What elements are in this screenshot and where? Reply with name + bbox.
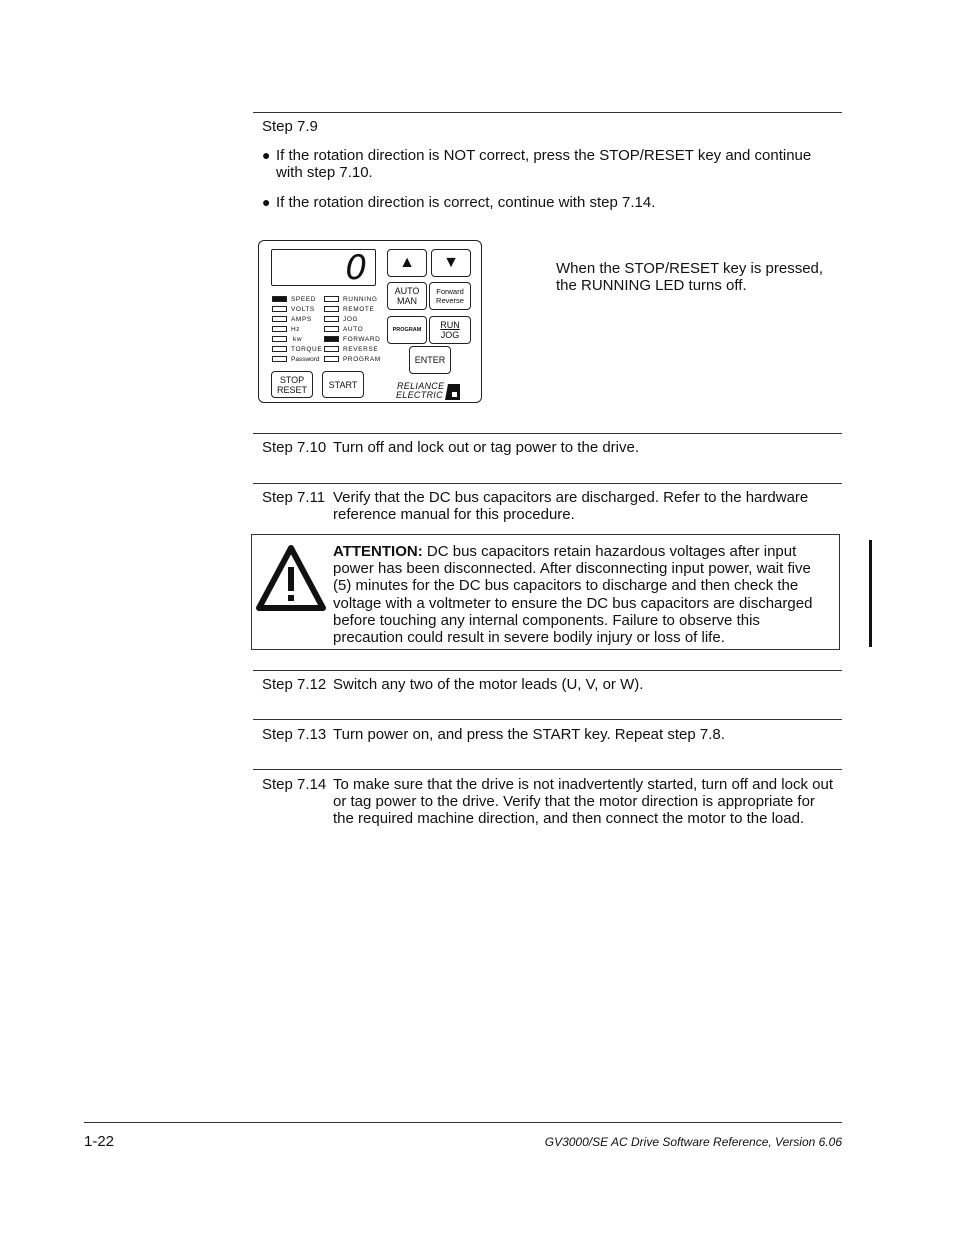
led-indicator <box>324 326 339 332</box>
rule <box>253 670 842 671</box>
brand-text <box>397 382 444 400</box>
up-arrow-icon: ▲ <box>399 254 415 271</box>
page-number: 1-22 <box>84 1133 115 1150</box>
keypad-display <box>271 249 376 286</box>
step-text: Switch any two of the motor leads (U, V, or W). <box>333 676 644 693</box>
step-label: Step 7.14 <box>262 776 327 793</box>
led-label: FORWARD <box>343 336 381 343</box>
keypad-illustration <box>258 240 482 403</box>
led-label: AUTO <box>343 326 364 333</box>
led-label: kw <box>293 336 303 343</box>
jog-label: JOG <box>440 330 460 340</box>
display-digit: 0 <box>345 248 367 288</box>
led-label: PROGRAM <box>343 356 381 363</box>
reset-label: RESET <box>276 384 307 395</box>
led-label: Password <box>291 356 320 363</box>
brand-line-2: ELECTRIC <box>396 390 443 400</box>
rule <box>253 769 842 770</box>
step-text: Verify that the DC bus capacitors are discharged. Refer to the hardware reference manual for this procedure. <box>333 489 809 523</box>
auto-label: AUTO <box>394 286 420 296</box>
rule <box>253 433 842 434</box>
led-indicator <box>272 316 287 322</box>
change-bar <box>869 540 872 647</box>
enter-key <box>409 346 451 374</box>
step-text: To make sure that the drive is not inadvertently started, turn off and lock out or tag power to the drive. Verify that the motor direction is appropriate for the required machine direction, and then connect the motor to the load. <box>333 776 833 827</box>
led-label: REMOTE <box>343 306 375 313</box>
reliance-logo-icon <box>445 384 460 400</box>
led-label: TORQUE <box>291 346 323 353</box>
led-indicator <box>272 296 287 302</box>
enter-label: ENTER <box>414 355 446 365</box>
bullet-text: If the rotation direction is correct, continue with step 7.14. <box>276 194 656 211</box>
step-text: Turn power on, and press the START key. Repeat step 7.8. <box>333 726 725 743</box>
attention-text <box>333 543 833 646</box>
step-label: Step 7.11 <box>262 489 326 506</box>
program-key <box>387 316 427 344</box>
program-label: PROGRAM <box>392 327 422 333</box>
led-indicator <box>324 336 339 342</box>
footer-rule <box>84 1122 842 1123</box>
led-indicator <box>324 296 339 302</box>
led-label: SPEED <box>291 296 317 303</box>
bullet-dot-icon: ● <box>262 194 271 210</box>
attention-body: DC bus capacitors retain hazardous voltages after input power has been disconnected. After disconnecting input power, wait five (5) minutes for the DC bus capacitors to discharge and then check the voltage with a voltmeter to ensure the DC bus capacitors are discharged before touching any internal components. Failure to observe this precaution could result in severe bodily injury or loss of life. <box>333 543 813 647</box>
footer-title: GV3000/SE AC Drive Software Reference, Version 6.06 <box>544 1135 842 1149</box>
led-indicator <box>272 306 287 312</box>
rule <box>253 719 842 720</box>
led-indicator <box>324 306 339 312</box>
led-indicator <box>324 356 339 362</box>
stop-label: STOP <box>279 374 305 385</box>
start-label: START <box>328 379 358 390</box>
rule-top <box>253 112 842 113</box>
led-indicator <box>272 336 287 342</box>
led-label: Hz <box>291 326 301 333</box>
auto-man-key <box>387 282 427 310</box>
stop-reset-key <box>271 371 313 398</box>
led-label: RUNNING <box>343 296 378 303</box>
led-label: VOLTS <box>291 306 315 313</box>
led-indicator <box>272 356 287 362</box>
forward-reverse-key <box>429 282 471 310</box>
step-label: Step 7.10 <box>262 439 327 456</box>
led-indicator <box>324 316 339 322</box>
down-arrow-key <box>431 249 471 277</box>
led-indicator <box>272 326 287 332</box>
attention-heading: ATTENTION: <box>333 543 423 560</box>
step-text: Turn off and lock out or tag power to the drive. <box>333 439 640 456</box>
forward-label: Forward <box>436 287 464 296</box>
bullet-text: If the rotation direction is NOT correct, press the STOP/RESET key and continue with step 7.10. <box>276 147 812 181</box>
attention-box <box>251 534 840 650</box>
start-key <box>322 371 364 398</box>
run-label: RUN <box>440 320 460 330</box>
keypad-caption: When the STOP/RESET key is pressed, the RUNNING LED turns off. <box>556 260 824 294</box>
rule <box>253 483 842 484</box>
bullet-dot-icon: ● <box>262 147 271 163</box>
step-7-9-label: Step 7.9 <box>262 118 318 135</box>
man-label: MAN <box>397 296 417 306</box>
led-label: AMPS <box>291 316 312 323</box>
step-label: Step 7.12 <box>262 676 327 693</box>
led-indicator <box>272 346 287 352</box>
warning-triangle-icon <box>256 545 326 611</box>
brand-line-1: RELIANCE <box>397 381 445 391</box>
reverse-label: Reverse <box>436 296 464 305</box>
led-label: REVERSE <box>343 346 379 353</box>
run-jog-key <box>429 316 471 344</box>
up-arrow-key <box>387 249 427 277</box>
led-label: JOG <box>343 316 359 323</box>
led-indicator <box>324 346 339 352</box>
step-label: Step 7.13 <box>262 726 327 743</box>
down-arrow-icon: ▼ <box>443 254 459 271</box>
